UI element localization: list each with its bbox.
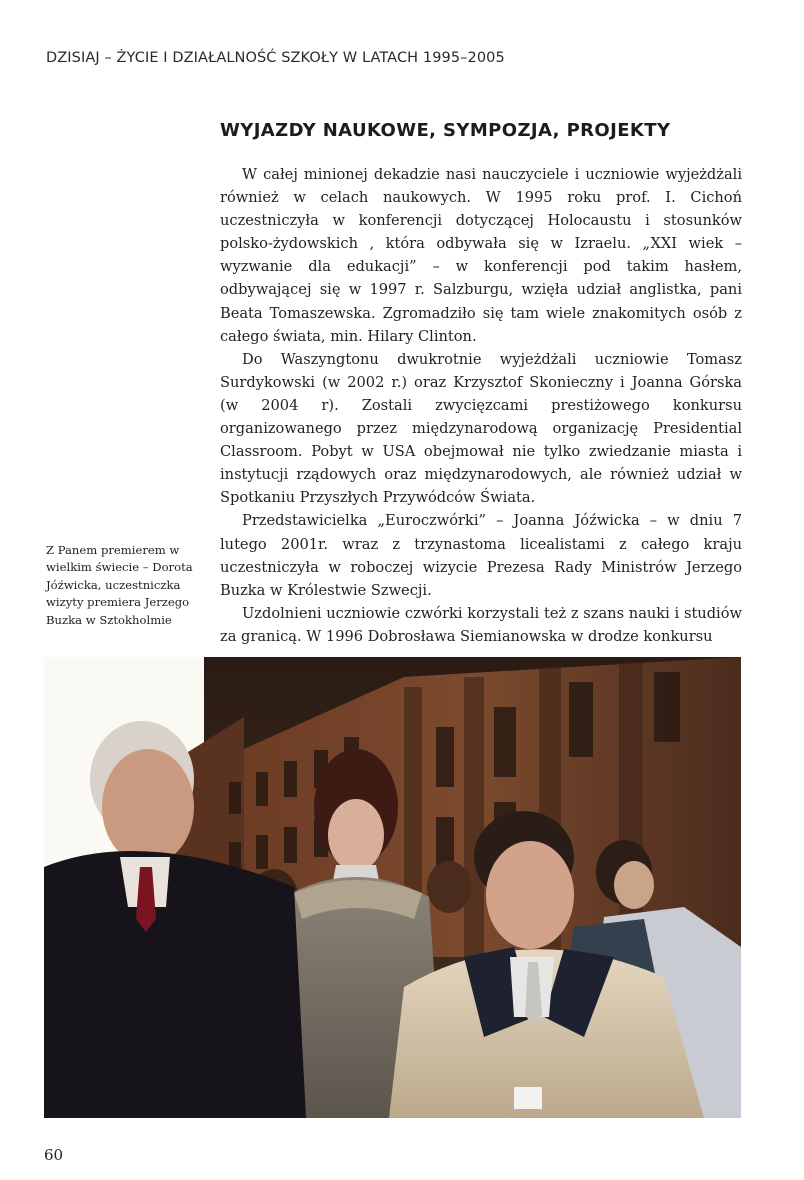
- paragraph: Uzdolnieni uczniowie czwórki korzystali też z szans nauki i studiów za granicą. W 1996 Dobrosława Siemianowska w drodze konkursu: [220, 604, 742, 645]
- running-header: DZISIAJ – ŻYCIE I DZIAŁALNOŚĆ SZKOŁY W LATACH 1995–2005: [46, 50, 505, 66]
- paragraph: W całej minionej dekadzie nasi nauczyciele i uczniowie wyjeżdżali również w celach naukowych. W 1995 roku prof. I. Cichoń uczestniczyła w konferencji dotyczącej Holocaustu i stosunków polsko-żydowskich , która odbywała się w Izraelu. „XXI wiek – wyzwanie dla edukacji” – w konferencji pod takim hasłem, odbywającej się w 1997 r. Salzburgu, wzięła udział anglistka, pani Beata Tomaszewska. Zgromadziło się tam wiele znakomitych osób z całego świata, min. Hilary Clinton.: [220, 166, 742, 345]
- section-title: WYJAZDY NAUKOWE, SYMPOZJA, PROJEKTY: [220, 120, 671, 141]
- article-body: [220, 163, 742, 648]
- page-number: 60: [44, 1146, 64, 1164]
- group-photo: [44, 657, 741, 1118]
- photo-caption: Z Panem premierem w wielkim świecie – Dorota Jóźwicka, uczestniczka wizyty premiera Jerzego Buzka w Sztokholmie: [46, 543, 193, 627]
- paragraph: Do Waszyngtonu dwukrotnie wyjeżdżali uczniowie Tomasz Surdykowski (w 2002 r.) oraz Krzysztof Skonieczny i Joanna Górska (w 2004 r). Zostali zwycięzcami prestiżowego konkursu organizowanego przez międzynarodową organizację Presidential Classroom. Pobyt w USA obejmował nie tylko zwiedzanie miasta i instytucji rządowych oraz międzynarodowych, ale również udział w Spotkaniu Przyszłych Przywódców Świata.: [220, 350, 742, 507]
- paragraph: Przedstawicielka „Euroczwórki” – Joanna Jóźwicka – w dniu 7 lutego 2001r. wraz z trzynastoma licealistami z całego kraju uczestniczyła w roboczej wizycie Prezesa Rady Ministrów Jerzego Buzka w Królestwie Szwecji.: [220, 512, 742, 599]
